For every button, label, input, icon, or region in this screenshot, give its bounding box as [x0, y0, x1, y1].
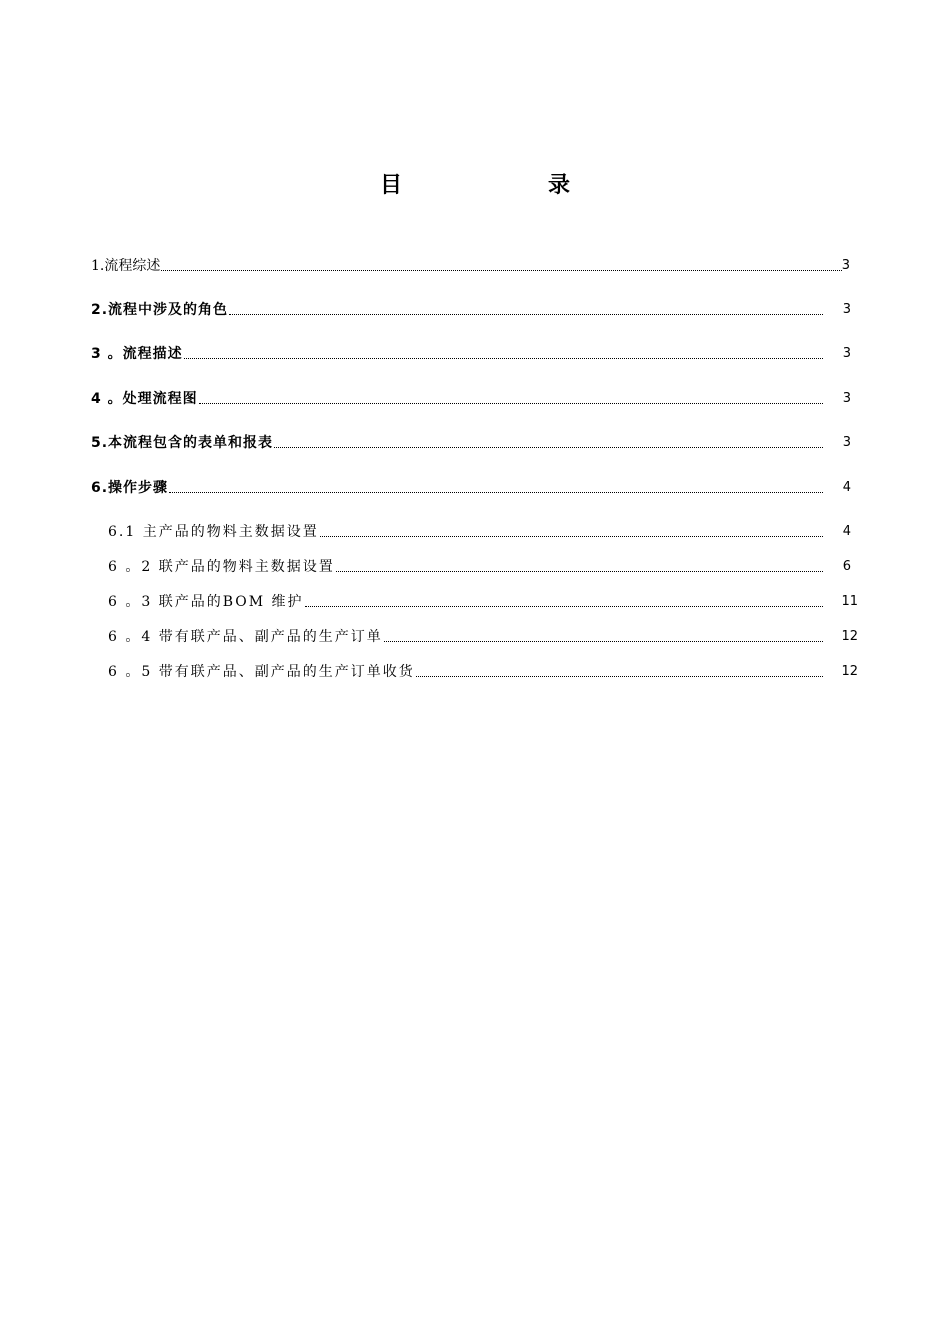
toc-leader-dots: [320, 536, 823, 537]
toc-entry-page: 4: [842, 524, 851, 539]
toc-leader-dots: [336, 571, 823, 572]
toc-subentry[interactable]: [108, 522, 851, 542]
toc-entry-text: 6.操作步骤: [91, 480, 169, 496]
toc-subentry[interactable]: [108, 557, 851, 577]
toc-leader-dots: [199, 403, 823, 404]
toc-entry-text: 6 。4 带有联产品、副产品的生产订单: [108, 629, 383, 645]
toc-entry-text: 6.1 主产品的物料主数据设置: [108, 524, 319, 540]
toc-entry-page: 12: [841, 629, 858, 644]
toc-leader-dots: [416, 676, 824, 677]
toc-leader-dots: [161, 270, 841, 271]
toc-entry[interactable]: [91, 433, 851, 453]
toc-entry-page: 3: [842, 391, 851, 406]
toc-subentry[interactable]: [108, 627, 858, 647]
toc-leader-dots: [184, 358, 823, 359]
toc-leader-dots: [274, 447, 823, 448]
toc-entry[interactable]: [91, 300, 851, 320]
toc-entry[interactable]: [91, 344, 851, 364]
toc-entry-page: 4: [842, 480, 851, 495]
toc-entry-text: 6 。5 带有联产品、副产品的生产订单收货: [108, 664, 415, 680]
toc-entry-page: 3: [841, 258, 850, 273]
toc-leader-dots: [169, 492, 823, 493]
toc-entry-page: 12: [841, 664, 858, 679]
toc-entry-page: 3: [842, 435, 851, 450]
toc-entry-text: 6 。2 联产品的物料主数据设置: [108, 559, 335, 575]
toc-entry-page: 6: [842, 559, 851, 574]
toc-leader-dots: [229, 314, 823, 315]
toc-entry-page: 3: [842, 302, 851, 317]
toc-subentry[interactable]: [108, 662, 858, 682]
toc-entry-text: 3 。流程描述: [91, 346, 183, 362]
toc-title: 目 录: [379, 173, 632, 198]
toc-entry-text: 4 。处理流程图: [91, 391, 198, 407]
toc-entry-text: 6 。3 联产品的BOM 维护: [108, 594, 304, 610]
toc-entry[interactable]: [91, 256, 850, 276]
toc-leader-dots: [305, 606, 824, 607]
toc-entry-text: 1.流程综述: [91, 258, 161, 274]
toc-entry[interactable]: [91, 478, 851, 498]
toc-entry-text: 5.本流程包含的表单和报表: [91, 435, 274, 451]
toc-leader-dots: [384, 641, 824, 642]
toc-subentry[interactable]: [108, 592, 858, 612]
toc-entry-page: 3: [842, 346, 851, 361]
toc-entry-page: 11: [841, 594, 858, 609]
toc-entry[interactable]: [91, 389, 851, 409]
toc-entry-text: 2.流程中涉及的角色: [91, 302, 229, 318]
